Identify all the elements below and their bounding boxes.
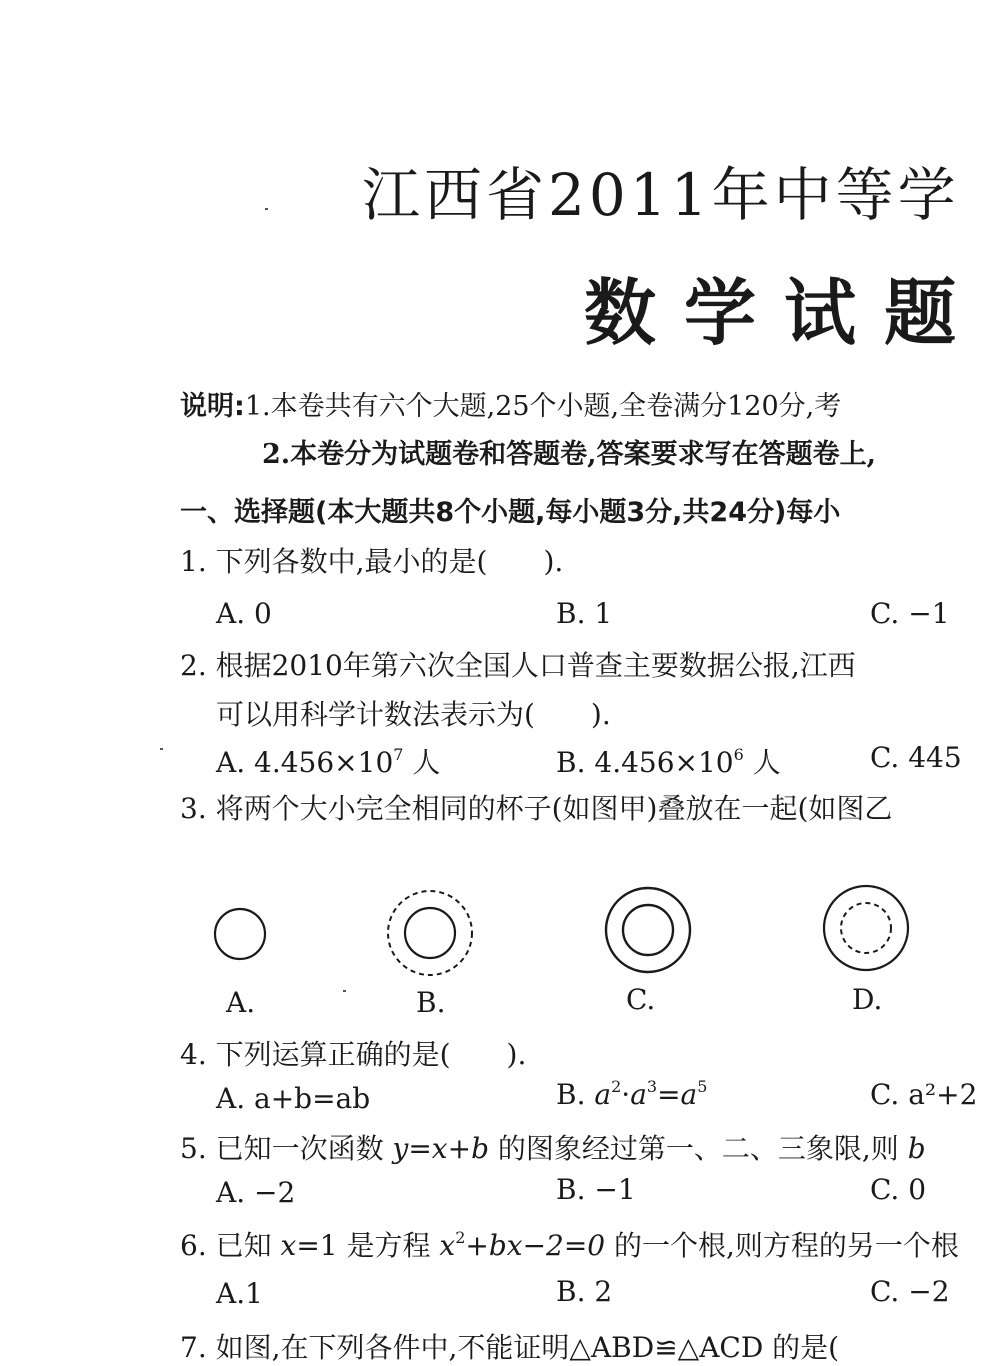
q6-x: x [280,1229,297,1262]
q2-option-c: C. 445 [870,741,962,774]
q1-option-b: B. 1 [556,597,613,630]
question-4: 4. 下列运算正确的是( ). [180,1038,527,1071]
instructions-line-1 [180,384,841,423]
figure-b-outer-dashed [388,891,472,975]
q6-eq-rest: +bx−2=0 [465,1229,606,1262]
q5-option-c: C. 0 [870,1173,927,1206]
q6-option-b: B. 2 [556,1275,613,1308]
question-2-line-2: 可以用科学计数法表示为( ). [216,698,611,731]
q4-b-label: B. [556,1078,595,1111]
scan-speck [343,990,346,992]
scan-speck [160,748,163,750]
figure-b-inner-circle [405,908,455,958]
q4-option-b [556,1078,707,1111]
q6-eq-x: x [439,1229,456,1262]
q5-option-a: A. −2 [216,1176,296,1209]
q1-option-a: A. 0 [216,597,272,630]
q3-option-c: C. [626,983,656,1016]
q6-option-c: C. −2 [870,1275,950,1308]
figure-a-circle [215,909,265,959]
q2-a-exponent: 7 [393,745,404,764]
q3-option-a: A. [226,986,256,1019]
q4-b-exp-1: 2 [611,1077,622,1096]
figure-d-inner-dashed [841,903,891,953]
question-1: 1. 下列各数中,最小的是( ). [180,545,564,578]
q1-option-c: C. −1 [870,597,950,630]
q5-option-b: B. −1 [556,1173,636,1206]
exam-subtitle: 数学试题 [584,271,984,355]
figure-d-outer-circle [824,886,908,970]
q2-option-b [556,741,781,781]
instructions-label: 说明: [180,391,245,422]
q6-text-pre: 6. 已知 [180,1229,281,1262]
q4-b-var-2: a [630,1078,647,1111]
q3-option-d: D. [852,983,883,1016]
q4-b-var-1: a [594,1078,612,1111]
q4-b-var-3: a [680,1078,698,1111]
q4-b-dot: · [621,1078,631,1111]
q5-variable: b [907,1132,926,1165]
question-3: 3. 将两个大小完全相同的杯子(如图甲)叠放在一起(如图乙 [180,792,893,825]
q2-a-base: A. 4.456×10 [216,746,394,779]
question-2: 2. 根据2010年第六次全国人口普查主要数据公报,江西 [180,649,856,682]
q4-b-equals: = [657,1078,681,1111]
question-6 [180,1224,959,1264]
instructions-line-2: 2.本卷分为试题卷和答题卷,答案要求写在答题卷上, [262,439,876,470]
q6-option-a: A.1 [216,1277,263,1310]
section-heading: 一、选择题(本大题共8个小题,每小题3分,共24分)每小 [180,497,841,528]
q2-option-a [216,741,440,781]
exam-title: 江西省2011年中等学 [362,161,960,229]
q4-b-exp-2: 3 [646,1077,658,1096]
q4-option-c: C. a²+2 [870,1078,978,1111]
q3-option-b: B. [416,986,446,1019]
q5-text-post: 的图象经过第一、二、三象限,则 [489,1132,908,1165]
q2-b-unit: 人 [743,746,781,779]
q2-b-base: B. 4.456×10 [556,746,734,779]
instructions-text-1: 1.本卷共有六个大题,25个小题,全卷满分120分,考 [244,391,842,422]
q5-equation: y=x+b [392,1132,489,1165]
q6-eq-exp: 2 [455,1228,466,1247]
question-7: 7. 如图,在下列各件中,不能证明△ABD≌△ACD 的是( [180,1331,840,1364]
q4-option-a: A. a+b=ab [216,1082,371,1115]
q4-b-exp-3: 5 [697,1077,708,1096]
question-5 [180,1127,926,1167]
q6-text-mid: =1 是方程 [296,1229,440,1262]
q2-a-unit: 人 [403,746,441,779]
q3-figures [180,868,950,988]
q5-text-pre: 5. 已知一次函数 [180,1132,393,1165]
figure-c-outer-circle [606,888,690,972]
scan-speck [265,208,268,210]
figure-c-inner-circle [623,905,673,955]
q2-b-exponent: 6 [733,745,744,764]
q6-text-post: 的一个根,则方程的另一个根 [605,1229,959,1262]
